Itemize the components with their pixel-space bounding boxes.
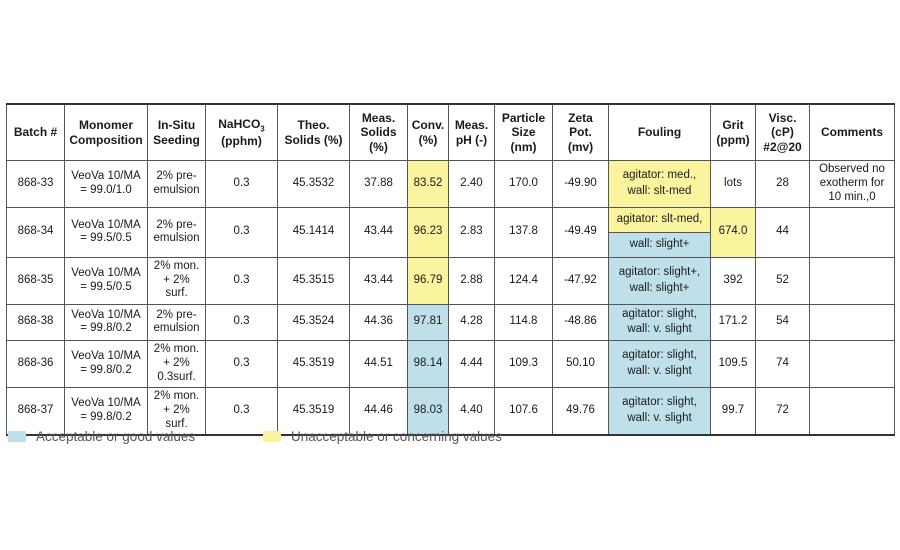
table-row xyxy=(7,257,895,304)
cell-batch: 868-34 xyxy=(7,208,65,258)
cell-conversion: 98.14 xyxy=(408,341,449,388)
cell-batch: 868-38 xyxy=(7,304,65,341)
cell-conversion: 83.52 xyxy=(408,161,449,208)
results-table xyxy=(6,103,895,436)
cell-viscosity: 44 xyxy=(756,208,810,258)
cell-conversion: 98.03 xyxy=(408,388,449,435)
cell-seeding: 2% pre- emulsion xyxy=(148,161,206,208)
cell-ph: 4.28 xyxy=(449,304,495,341)
cell-monomer: VeoVa 10/MA = 99.8/0.2 xyxy=(65,304,148,341)
cell-nahco3: 0.3 xyxy=(206,208,278,258)
cell-meas-solids: 43.44 xyxy=(350,257,408,304)
cell-conversion: 96.79 xyxy=(408,257,449,304)
cell-theo-solids: 45.3524 xyxy=(278,304,350,341)
table-row xyxy=(7,208,895,258)
cell-particle-size: 114.8 xyxy=(495,304,553,341)
cell-zeta: -49.49 xyxy=(553,208,609,258)
cell-fouling: agitator: slight, wall: v. slight xyxy=(609,341,711,388)
cell-particle-size: 170.0 xyxy=(495,161,553,208)
cell-nahco3: 0.3 xyxy=(206,304,278,341)
legend-label-acceptable: Acceptable or good values xyxy=(36,429,196,444)
cell-seeding: 2% mon. + 2% surf. xyxy=(148,388,206,435)
cell-seeding: 2% mon. + 2% surf. xyxy=(148,257,206,304)
header-fouling: Fouling xyxy=(609,104,711,161)
cell-comments xyxy=(810,257,895,304)
legend-label-unacceptable: Unacceptable or concerning values xyxy=(291,429,502,444)
cell-monomer: VeoVa 10/MA = 99.5/0.5 xyxy=(65,257,148,304)
cell-fouling: agitator: slight, wall: v. slight xyxy=(609,304,711,341)
cell-comments xyxy=(810,341,895,388)
cell-comments xyxy=(810,304,895,341)
results-table-container xyxy=(6,103,894,436)
cell-particle-size: 107.6 xyxy=(495,388,553,435)
cell-grit: 171.2 xyxy=(711,304,756,341)
cell-conversion: 97.81 xyxy=(408,304,449,341)
header-comments: Comments xyxy=(810,104,895,161)
cell-ph: 2.88 xyxy=(449,257,495,304)
cell-meas-solids: 44.36 xyxy=(350,304,408,341)
cell-monomer: VeoVa 10/MA = 99.5/0.5 xyxy=(65,208,148,258)
cell-ph: 2.40 xyxy=(449,161,495,208)
header-viscosity: Visc. (cP) #2@20 xyxy=(756,104,810,161)
cell-grit: lots xyxy=(711,161,756,208)
cell-monomer: VeoVa 10/MA = 99.0/1.0 xyxy=(65,161,148,208)
cell-theo-solids: 45.3532 xyxy=(278,161,350,208)
legend-item-acceptable xyxy=(8,429,195,444)
cell-particle-size: 109.3 xyxy=(495,341,553,388)
cell-viscosity: 72 xyxy=(756,388,810,435)
cell-nahco3: 0.3 xyxy=(206,161,278,208)
cell-monomer: VeoVa 10/MA = 99.8/0.2 xyxy=(65,341,148,388)
cell-theo-solids: 45.3519 xyxy=(278,388,350,435)
cell-grit: 109.5 xyxy=(711,341,756,388)
cell-particle-size: 137.8 xyxy=(495,208,553,258)
cell-batch: 868-37 xyxy=(7,388,65,435)
header-monomer-composition: Monomer Composition xyxy=(65,104,148,161)
cell-monomer: VeoVa 10/MA = 99.8/0.2 xyxy=(65,388,148,435)
cell-meas-solids: 43.44 xyxy=(350,208,408,258)
cell-nahco3: 0.3 xyxy=(206,341,278,388)
cell-ph: 2.83 xyxy=(449,208,495,258)
header-theo-solids: Theo. Solids (%) xyxy=(278,104,350,161)
header-conversion: Conv. (%) xyxy=(408,104,449,161)
cell-conversion: 96.23 xyxy=(408,208,449,258)
cell-seeding: 2% mon. + 2% 0.3surf. xyxy=(148,341,206,388)
cell-meas-solids: 37.88 xyxy=(350,161,408,208)
cell-batch: 868-33 xyxy=(7,161,65,208)
table-row xyxy=(7,304,895,341)
table-row xyxy=(7,161,895,208)
cell-viscosity: 54 xyxy=(756,304,810,341)
cell-grit: 674.0 xyxy=(711,208,756,258)
cell-meas-solids: 44.51 xyxy=(350,341,408,388)
cell-theo-solids: 45.3515 xyxy=(278,257,350,304)
cell-ph: 4.40 xyxy=(449,388,495,435)
header-nahco3: NaHCO$_3$ (pphm) xyxy=(206,104,278,161)
header-batch: Batch # xyxy=(7,104,65,161)
cell-batch: 868-36 xyxy=(7,341,65,388)
cell-comments xyxy=(810,208,895,258)
cell-fouling: agitator: slight, wall: v. slight xyxy=(609,388,711,435)
cell-particle-size: 124.4 xyxy=(495,257,553,304)
header-meas-ph: Meas. pH (-) xyxy=(449,104,495,161)
cell-zeta: 49.76 xyxy=(553,388,609,435)
cell-seeding: 2% pre- emulsion xyxy=(148,208,206,258)
cell-ph: 4.44 xyxy=(449,341,495,388)
header-zeta-potential: Zeta Pot. (mv) xyxy=(553,104,609,161)
cell-grit: 99.7 xyxy=(711,388,756,435)
cell-theo-solids: 45.1414 xyxy=(278,208,350,258)
cell-zeta: -49.90 xyxy=(553,161,609,208)
cell-meas-solids: 44.46 xyxy=(350,388,408,435)
cell-zeta: -48.86 xyxy=(553,304,609,341)
cell-viscosity: 28 xyxy=(756,161,810,208)
cell-comments xyxy=(810,388,895,435)
cell-comments: Observed no exotherm for 10 min.,0 xyxy=(810,161,895,208)
header-meas-solids: Meas. Solids (%) xyxy=(350,104,408,161)
cell-zeta: -47.92 xyxy=(553,257,609,304)
cell-nahco3: 0.3 xyxy=(206,388,278,435)
cell-nahco3: 0.3 xyxy=(206,257,278,304)
legend-swatch-acceptable xyxy=(8,431,26,442)
table-row xyxy=(7,388,895,435)
cell-zeta: 50.10 xyxy=(553,341,609,388)
legend-item-unacceptable xyxy=(263,429,502,444)
cell-fouling: agitator: slight+, wall: slight+ xyxy=(609,257,711,304)
cell-viscosity: 52 xyxy=(756,257,810,304)
header-row xyxy=(7,104,895,161)
cell-fouling: agitator: med., wall: slt-med xyxy=(609,161,711,208)
header-grit: Grit (ppm) xyxy=(711,104,756,161)
header-particle-size: Particle Size (nm) xyxy=(495,104,553,161)
cell-seeding: 2% pre- emulsion xyxy=(148,304,206,341)
cell-viscosity: 74 xyxy=(756,341,810,388)
cell-grit: 392 xyxy=(711,257,756,304)
cell-fouling: agitator: slt-med, wall: slight+ xyxy=(609,208,711,258)
header-in-situ-seeding: In-Situ Seeding xyxy=(148,104,206,161)
cell-batch: 868-35 xyxy=(7,257,65,304)
table-row xyxy=(7,341,895,388)
cell-theo-solids: 45.3519 xyxy=(278,341,350,388)
legend-swatch-unacceptable xyxy=(263,431,281,442)
